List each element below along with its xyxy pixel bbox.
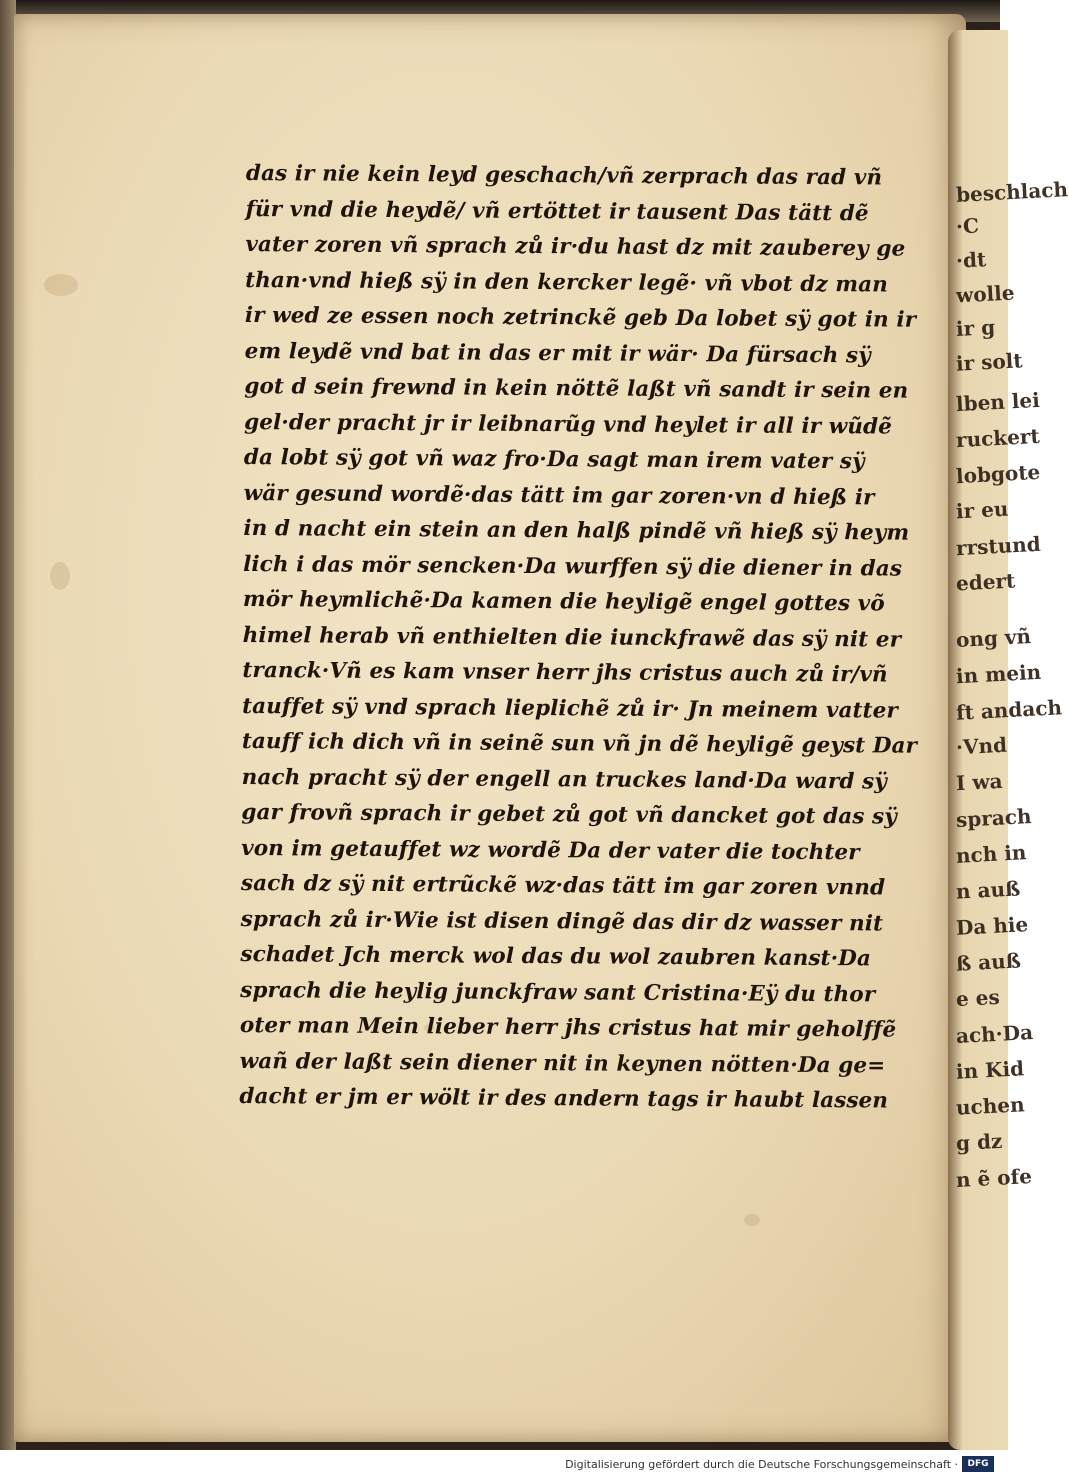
next-page-fragment: I wa (955, 768, 1004, 796)
next-page-fragment: ruckert (955, 423, 1041, 453)
next-page-fragment: ir g (955, 314, 996, 342)
text-line: dacht er jm er wölt ir des andern tags ir haubt lassen (239, 1083, 889, 1114)
funding-credit: Digitalisierung gefördert durch die Deutsche Forschungsgemeinschaft · (565, 1458, 958, 1471)
text-line: von im getauffet wz wordẽ Da der vater die tochter (241, 835, 860, 865)
text-line: für vnd die heydẽ/ vñ ertöttet ir tausent Das tätt dẽ (245, 196, 869, 226)
next-page-fragment: lobgote (955, 459, 1041, 489)
paper-stain (744, 1214, 760, 1226)
next-page-fragment: ong vñ (955, 624, 1032, 652)
paper-stain (50, 562, 70, 590)
next-page-fragment: lben lei (955, 387, 1041, 417)
next-page-fragment: wolle (955, 280, 1016, 308)
next-page-fragment: ach·Da (955, 1020, 1034, 1048)
next-page-fragment: ir eu (955, 496, 1009, 524)
text-line: da lobt sÿ got vñ waz fro·Da sagt man irem vater sÿ (243, 444, 865, 475)
next-page-fragment: n auß (955, 876, 1021, 904)
footer-bar (0, 1450, 1000, 1480)
next-page-fragment: ·Vnd (955, 732, 1008, 760)
text-line: sach dz sÿ nit ertrũckẽ wz·das tätt im gar zoren vnnd (240, 870, 886, 901)
next-page-fragment: sprach (955, 804, 1033, 832)
text-line: mör heymlichẽ·Da kamen die heyligẽ engel gottes võ (242, 586, 885, 617)
text-line: wär gesund wordẽ·das tätt im gar zoren·vn d hieß ir (243, 480, 875, 510)
text-line: tranck·Vñ es kam vnser herr jhs cristus auch zů ir/vñ (242, 657, 888, 688)
next-page-fragment: Da hie (955, 912, 1029, 940)
next-page-fragment: rrstund (955, 531, 1042, 561)
next-page-fragment: uchen (955, 1092, 1026, 1120)
next-page-fragment: e es (955, 984, 1001, 1012)
text-line: in d nacht ein stein an den halß pindẽ vñ hieß sÿ heym (243, 515, 910, 546)
next-page-fragment: nch in (955, 840, 1027, 868)
text-line: ir wed ze essen noch zetrinckẽ geb Da lobet sÿ got in ir (244, 302, 917, 333)
text-line: gar frovñ sprach ir gebet zů got vñ dancket got das sÿ (241, 799, 897, 830)
next-page-fragment: ·dt (955, 247, 987, 273)
text-line: tauff ich dich vñ in seinẽ sun vñ jn dẽ heyligẽ geyst Dar (241, 728, 918, 759)
text-line: das ir nie kein leyd geschach/vñ zerprach das rad vñ (245, 160, 883, 191)
text-line: gel·der pracht jr ir leibnarũg vnd heylet ir all ir wũdẽ (244, 409, 893, 440)
next-page-fragment: edert (955, 568, 1016, 596)
next-page-edge (948, 30, 1069, 1450)
next-page-fragment: n ẽ ofe (955, 1164, 1033, 1192)
text-line: himel herab vñ enthielten die iunckfrawẽ das sÿ nit er (242, 622, 902, 653)
next-page-fragment: in mein (955, 659, 1042, 689)
text-line: lich i das mör sencken·Da wurffen sÿ die diener in das (243, 551, 903, 582)
text-line: wañ der laßt sein diener nit in keynen nötten·Da ge= (239, 1048, 886, 1078)
text-line: tauffet sÿ vnd sprach lieplichẽ zů ir· Jn meinem vatter (242, 693, 898, 724)
dfg-logo: DFG (962, 1456, 994, 1472)
next-page-fragment: beschlach (955, 177, 1069, 207)
next-page-fragment: ft andach (955, 695, 1063, 725)
text-line: got d sein frewnd in kein nöttẽ laßt vñ sandt ir sein en (244, 373, 909, 404)
page-text-block (239, 156, 918, 1119)
text-line: em leydẽ vnd bat in das er mit ir wär· Da fürsach sÿ (244, 338, 871, 368)
text-line: than·vnd hieß sÿ in den kercker legẽ· vñ vbot dz man (245, 267, 889, 297)
text-line: sprach zů ir·Wie ist disen dingẽ das dir dz wasser nit (240, 906, 884, 936)
paper-stain (44, 274, 78, 296)
text-line: schadet Jch merck wol das du wol zaubren kanst·Da (240, 941, 872, 972)
text-line: oter man Mein lieber herr jhs cristus hat mir geholffẽ (239, 1012, 897, 1043)
next-page-fragment: ·C (955, 213, 980, 239)
text-line: vater zoren vñ sprach zů ir·du hast dz mit zauberey ge (245, 231, 906, 262)
next-page-fragment: ir solt (955, 348, 1024, 376)
next-page-fragment: g dz (955, 1128, 1003, 1156)
text-line: sprach die heylig junckfraw sant Cristina·Eÿ du thor (240, 977, 876, 1007)
next-page-fragment: in Kid (955, 1056, 1025, 1084)
next-page-fragment: ß auß (955, 948, 1022, 976)
text-line: nach pracht sÿ der engell an truckes land·Da ward sÿ (241, 764, 887, 794)
